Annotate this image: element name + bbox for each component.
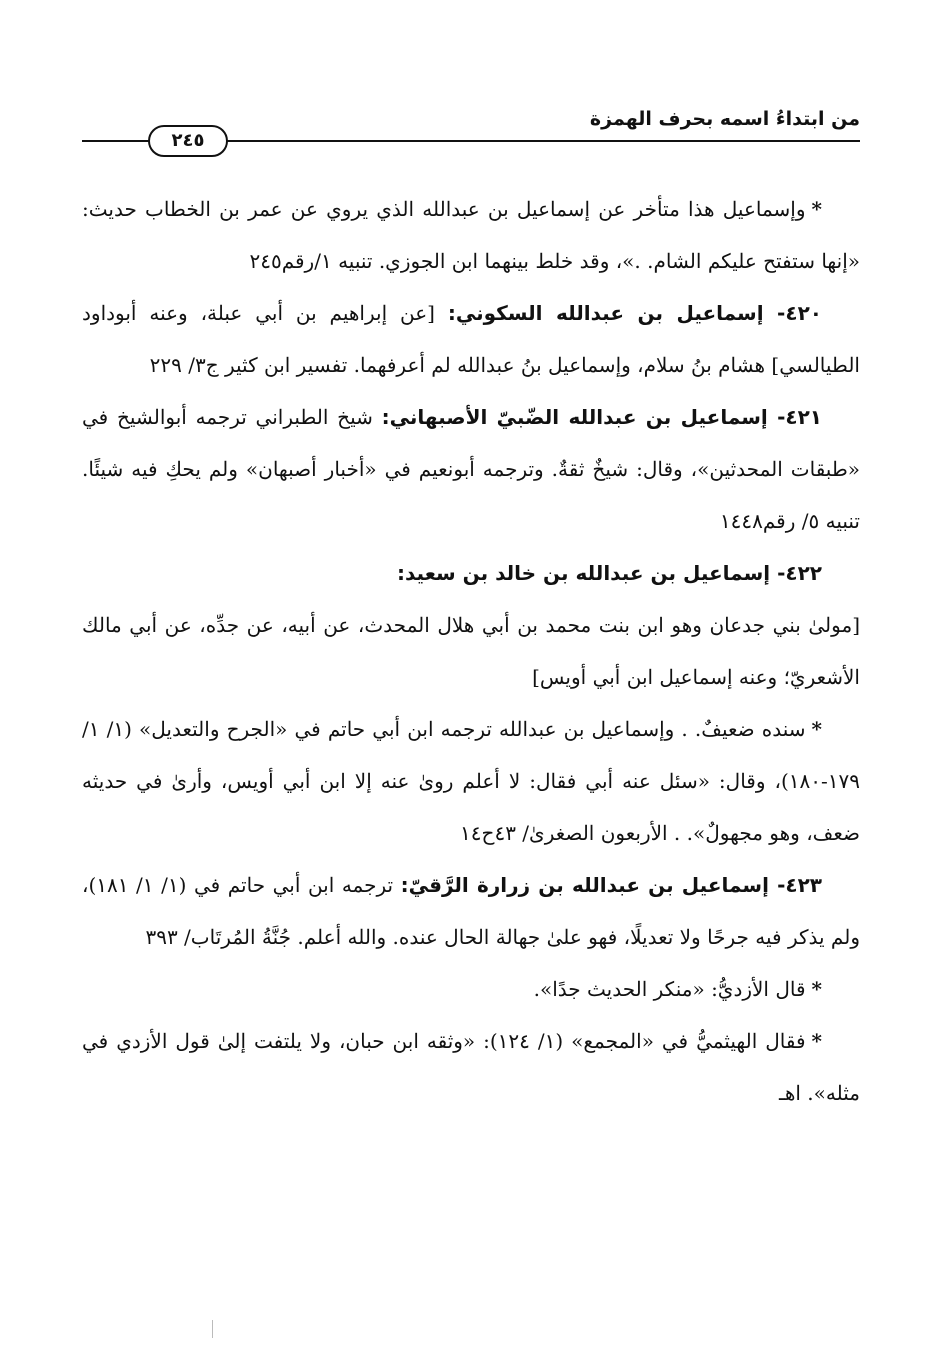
paragraph-note [82,963,860,1015]
page-header [82,108,860,154]
bullet-star: * [811,197,822,221]
page-number: ٢٤٥ [148,125,228,157]
entry-heading: ٤٢٣- إسماعيل بن عبدالله بن زرارة الرَّقيّ: [400,873,823,897]
paragraph-isnad [82,599,860,703]
paragraph-text: وإسماعيل هذا متأخر عن إسماعيل بن عبدالله الذي يروي عن عمر بن الخطاب حديث: «إنها ستفتح عليكم الشام. .»، وقد خلط بينهما ابن الجوزي. تنبيه ١/رقم٢٤٥ [82,197,860,273]
entry-heading: ٤٢٢- إسماعيل بن عبدالله بن خالد بن سعيد: [396,561,822,585]
paragraph-note [82,183,860,287]
entry-420 [82,287,860,391]
entry-text: [عن إبراهيم بن أبي عبلة، وعنه أبوداود الطيالسي] هشام بنُ سلام، وإسماعيل بنُ عبدالله لم أعرفهما. تفسير ابن كثير ج٣/ ٢٢٩ [82,301,860,377]
bullet-star: * [811,1029,822,1053]
paragraph-text: فقال الهيثميُّ في «المجمع» (١/ ١٢٤): «وثقه ابن حبان، ولا يلتفت إلىٰ قول الأزدي في مثله». اهـ [82,1029,860,1105]
scan-mark [212,1320,213,1338]
paragraph-text: [مولىٰ بني جدعان وهو ابن بنت محمد بن أبي هلال المحدث، عن أبيه، عن جدِّه، عن أبي مالك الأشعريّ؛ وعنه إسماعيل ابن أبي أويس] [82,613,860,689]
paragraph-note [82,1015,860,1119]
page-body [82,183,860,1119]
bullet-star: * [811,977,822,1001]
paragraph-note [82,703,860,859]
entry-text: ترجمه ابن أبي حاتم في (١/ ١/ ١٨١)، ولم يذكر فيه جرحًا ولا تعديلًا، فهو علىٰ جهالة الحال عنده. والله أعلم. جُنَّةُ المُرتَاب/ ٣٩٣ [82,873,860,949]
entry-heading: ٤٢١- إسماعيل بن عبدالله الضّبيّ الأصبهاني: [381,405,823,429]
paragraph-text: قال الأزديُّ: «منكر الحديث جدًا». [533,977,806,1001]
bullet-star: * [811,717,822,741]
paragraph-text: سنده ضعيفٌ. . وإسماعيل بن عبدالله ترجمه ابن أبي حاتم في «الجرح والتعديل» (١/ ١/ ١٧٩-١٨٠)، وقال: «سئل عنه أبي فقال: لا أعلم روىٰ عنه إلا ابن أبي أويس، وأرىٰ في حديثه ضعف، وهو مجهولٌ». . الأربعون الصغرىٰ/ ٤٣ح١٤ [82,717,860,845]
entry-422 [82,547,860,599]
entry-text: شيخ الطبراني ترجمه أبوالشيخ في «طبقات المحدثين»، وقال: شيخٌ ثقةٌ. وترجمه أبونعيم في «أخبار أصبهان» ولم يحكِ فيه شيئًا. تنبيه ٥/ رقم١٤٤٨ [82,405,860,533]
running-title: من ابتداءُ اسمه بحرف الهمزة [589,108,860,130]
entry-423 [82,859,860,963]
entry-heading: ٤٢٠- إسماعيل بن عبدالله السكوني: [447,301,822,325]
entry-421 [82,391,860,547]
